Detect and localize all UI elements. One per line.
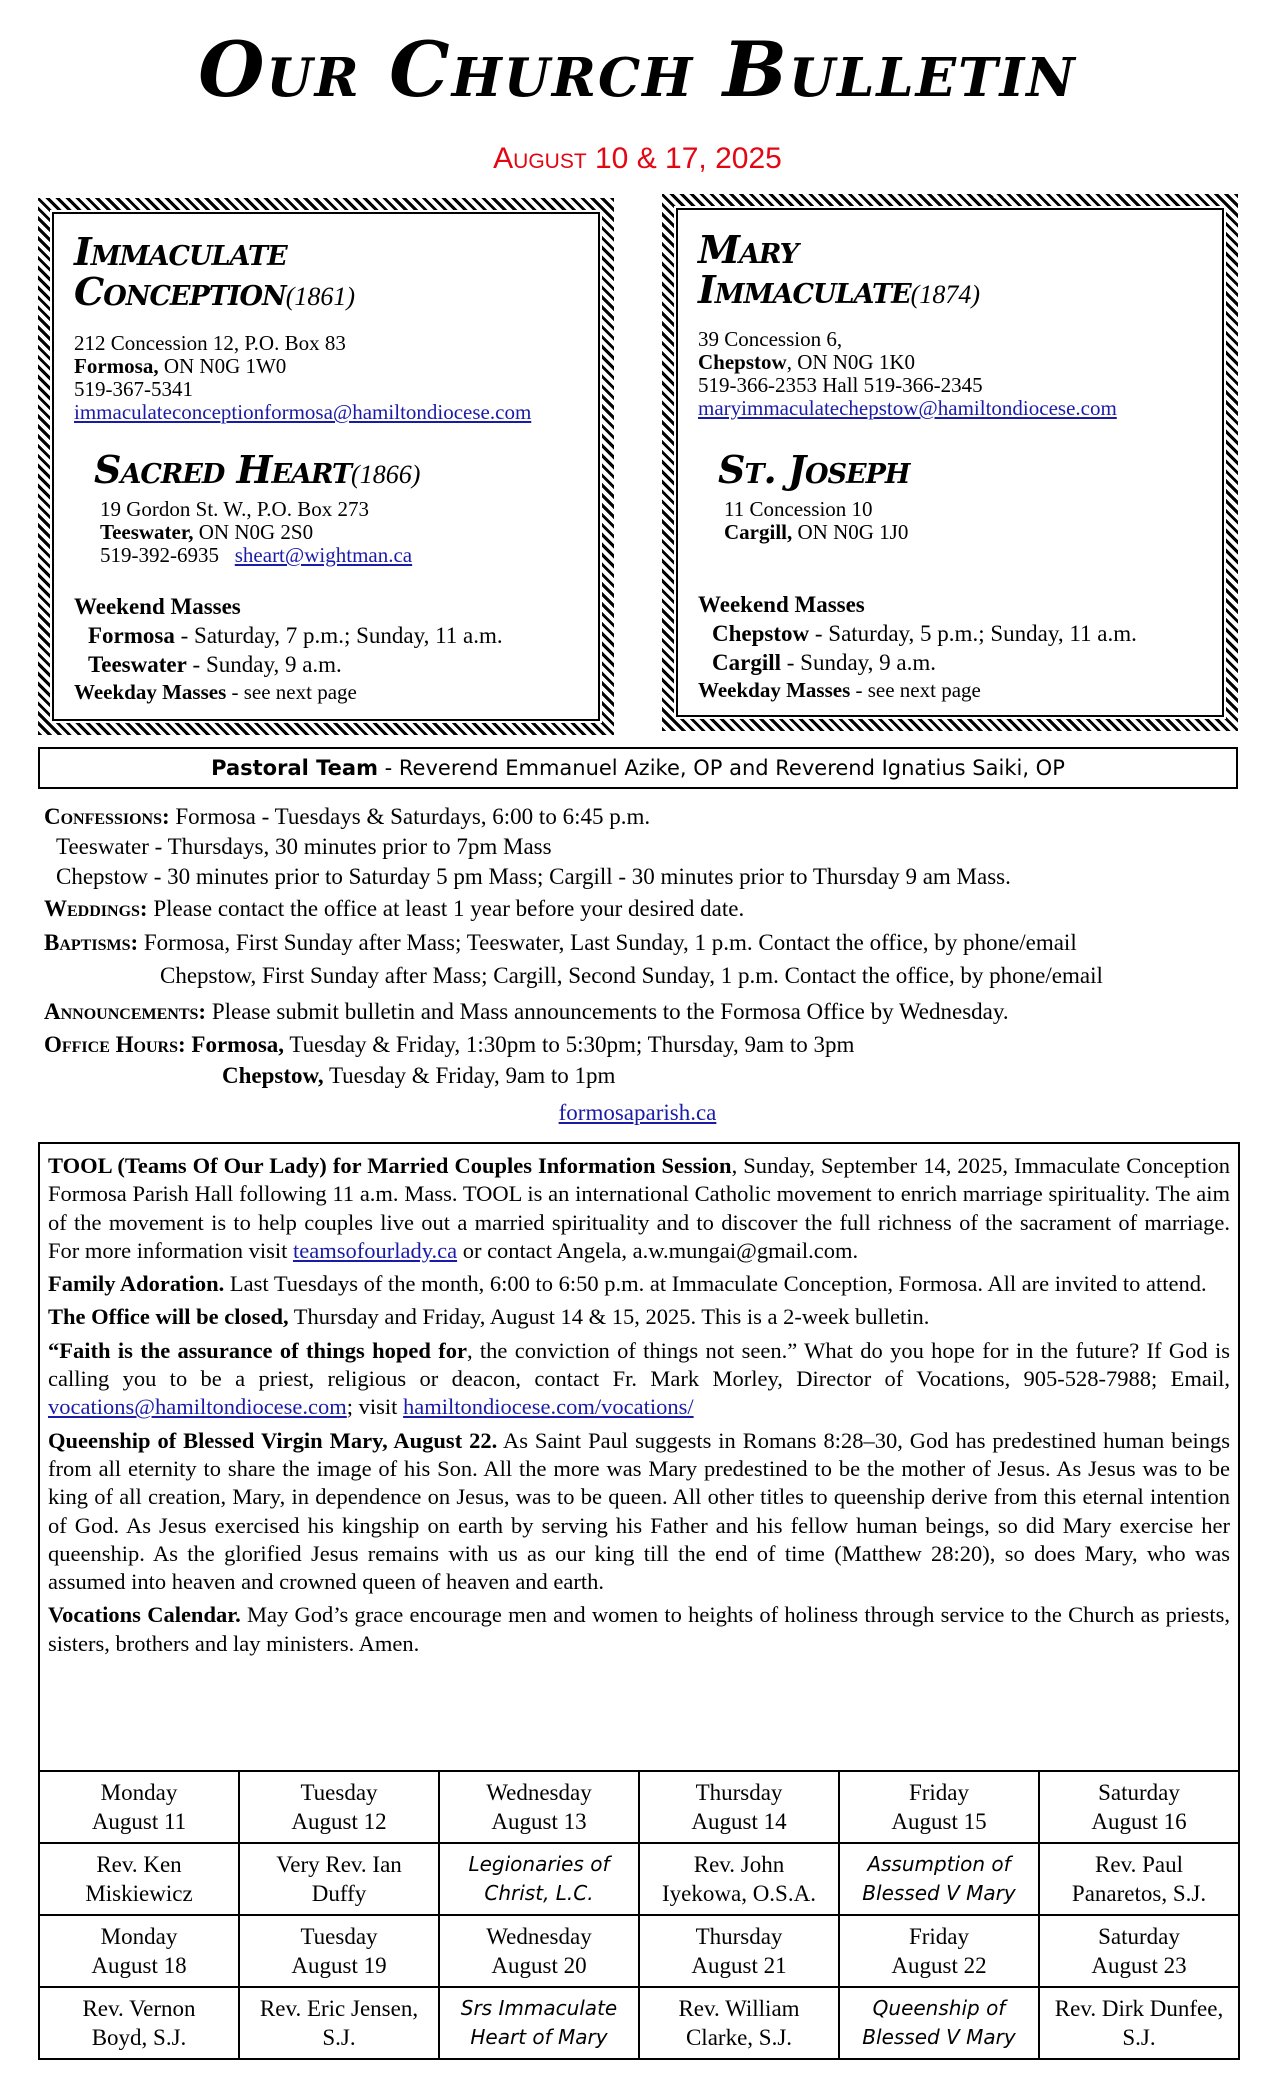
calendar-cell-line: Blessed V Mary: [862, 2025, 1016, 2049]
baptisms-line-2: Chepstow, First Sunday after Mass; Cargill, Second Sunday, 1 p.m. Contact the office, by phone/email: [160, 963, 1103, 988]
calendar-cell-line: August 16: [1091, 1809, 1187, 1834]
calendar-cell-line: August 20: [491, 1953, 587, 1978]
calendar-name-cell: [839, 1843, 1039, 1915]
parish-name-st-joseph: St. Joseph: [718, 447, 910, 492]
calendar-date-cell: [1039, 1771, 1239, 1843]
confessions-teeswater: Teeswater - Thursdays, 30 minutes prior to 7pm Mass: [56, 834, 552, 859]
calendar-cell-line: August 13: [491, 1809, 587, 1834]
calendar-name-cell: [639, 1987, 839, 2059]
parish-contact-cargill: 11 Concession 10 Cargill, ON N0G 1J0: [724, 497, 909, 544]
announcements-line: Announcements: Please submit bulletin and Mass announcements to the Formosa Office by Wednesday.: [44, 999, 1009, 1024]
calendar-name-cell: [439, 1987, 639, 2059]
calendar-cell-line: Rev. Eric Jensen,: [259, 1996, 419, 2021]
calendar-cell-line: Wednesday: [486, 1780, 592, 1805]
email-link-teeswater[interactable]: sheart@wightman.ca: [234, 543, 413, 567]
calendar-cell-line: Thursday: [695, 1780, 783, 1805]
calendar-name-cell: [39, 1987, 239, 2059]
tool-notice: TOOL (Teams Of Our Lady) for Married Couples Information Session, Sunday, September 14, 2025, Immaculate Conception Formosa Parish Hall following 11 a.m. Mass. TOOL is an international Catholic movement to enrich marriage spirituality. The aim of the movement is to help couples live out a married spirituality and to discover the full richness of the sacrament of marriage. For more information visit teamsofourlady.ca or contact Angela, a.w.mungai@gmail.com.: [48, 1153, 1230, 1263]
weekend-masses-right: Weekend Masses Chepstow - Saturday, 5 p.m.; Sunday, 11 a.m. Cargill - Sunday, 9 a.m. Weekday Masses - see next page: [698, 592, 1137, 702]
calendar-date-cell: [1039, 1915, 1239, 1987]
office-hours-line: Office Hours: Formosa, Tuesday & Friday, 1:30pm to 5:30pm; Thursday, 9am to 3pm: [44, 1032, 855, 1057]
calendar-name-cell: [1039, 1987, 1239, 2059]
calendar-cell-line: Panaretos, S.J.: [1071, 1881, 1207, 1906]
baptisms-line: Baptisms: Formosa, First Sunday after Mass; Teeswater, Last Sunday, 1 p.m. Contact the office, by phone/email: [44, 930, 1077, 955]
calendar-name-cell: [39, 1843, 239, 1915]
calendar-date-cell: [639, 1915, 839, 1987]
confessions-chepstow-cargill: Chepstow - 30 minutes prior to Saturday 5 pm Mass; Cargill - 30 minutes prior to Thursday 9 am Mass.: [56, 864, 1011, 889]
calendar-cell-line: August 23: [1091, 1953, 1187, 1978]
calendar-cell-line: Clarke, S.J.: [685, 2025, 793, 2050]
calendar-name-cell: [639, 1843, 839, 1915]
calendar-name-cell: [239, 1987, 439, 2059]
calendar-date-row: [39, 1915, 1239, 1987]
calendar-date-cell: [39, 1771, 239, 1843]
faith-notice: “Faith is the assurance of things hoped for, the conviction of things not seen.” What do you hope for in the future? If God is calling you to be a priest, religious or deacon, contact Fr. Mark Morley, Director of Vocations, 905-528-7988; Email, vocations@hamiltondiocese.com; visit hamiltondiocese.com/vocations/: [48, 1337, 1230, 1420]
calendar-date-row: [39, 1771, 1239, 1843]
calendar-cell-line: Tuesday: [300, 1924, 378, 1949]
calendar-cell-line: August 21: [691, 1953, 787, 1978]
calendar-cell-line: Assumption of: [867, 1852, 1011, 1876]
parish-name-sacred-heart: Sacred Heart(1866): [94, 447, 421, 492]
vocations-email-link[interactable]: vocations@hamiltondiocese.com: [48, 1394, 347, 1420]
calendar-cell-line: Saturday: [1098, 1924, 1180, 1949]
calendar-name-row: [39, 1987, 1239, 2059]
calendar-name-cell: [1039, 1843, 1239, 1915]
calendar-name-cell: [439, 1843, 639, 1915]
calendar-cell-line: Srs Immaculate: [460, 1996, 618, 2020]
calendar-cell-line: August 18: [91, 1953, 187, 1978]
calendar-cell-line: Wednesday: [486, 1924, 592, 1949]
calendar-cell-line: Miskiewicz: [85, 1881, 193, 1906]
calendar-date-cell: [439, 1915, 639, 1987]
parish-website-link[interactable]: formosaparish.ca: [558, 1100, 717, 1125]
calendar-cell-line: Rev. Dirk Dunfee,: [1054, 1996, 1224, 2021]
calendar-cell-line: Thursday: [695, 1924, 783, 1949]
office-hours-chepstow: Chepstow, Tuesday & Friday, 9am to 1pm: [222, 1063, 616, 1088]
calendar-cell-line: Legionaries of: [468, 1852, 610, 1876]
calendar-cell-line: Heart of Mary: [470, 2025, 608, 2049]
calendar-cell-line: Rev. Ken: [96, 1852, 182, 1877]
office-closed-notice: The Office will be closed, Thursday and Friday, August 14 & 15, 2025. This is a 2-week bulletin.: [48, 1304, 930, 1330]
parish-contact-chepstow: 39 Concession 6, Chepstow, ON N0G 1K0 519-366-2353 Hall 519-366-2345 maryimmaculatechepstow@hamiltondiocese.com: [698, 327, 1117, 420]
calendar-cell-line: Tuesday: [300, 1780, 378, 1805]
calendar-cell-line: August 11: [91, 1809, 187, 1834]
calendar-cell-line: Rev. Vernon: [82, 1996, 196, 2021]
calendar-date-cell: [839, 1915, 1039, 1987]
calendar-cell-line: Saturday: [1098, 1780, 1180, 1805]
calendar-cell-line: Friday: [908, 1780, 970, 1805]
calendar-cell-line: Rev. Paul: [1095, 1852, 1183, 1877]
calendar-cell-line: Boyd, S.J.: [91, 2025, 187, 2050]
calendar-cell-line: Christ, L.C.: [484, 1881, 594, 1905]
calendar-date-cell: [39, 1915, 239, 1987]
calendar-cell-line: August 19: [291, 1953, 387, 1978]
left-parish-box: [52, 212, 600, 721]
calendar-cell-line: August 14: [691, 1809, 787, 1834]
calendar-cell-line: August 22: [891, 1953, 987, 1978]
parish-name-immaculate-conception: Immaculate Conception(1861): [74, 229, 356, 314]
calendar-date-cell: [839, 1771, 1039, 1843]
calendar-cell-line: Very Rev. Ian: [276, 1852, 402, 1877]
parish-contact-teeswater: 19 Gordon St. W., P.O. Box 273 Teeswater, ON N0G 2S0 519-392-6935 sheart@wightman.ca: [100, 497, 413, 567]
calendar-name-row: [39, 1843, 1239, 1915]
calendar-cell-line: S.J.: [322, 2025, 356, 2050]
calendar-cell-line: Blessed V Mary: [862, 1881, 1016, 1905]
calendar-date-cell: [239, 1915, 439, 1987]
parish-name-mary-immaculate: Mary Immaculate(1874): [698, 227, 980, 312]
calendar-name-cell: [839, 1987, 1039, 2059]
calendar-cell-line: Monday: [100, 1924, 178, 1949]
calendar-cell-line: Duffy: [311, 1881, 367, 1906]
adoration-notice: Family Adoration. Last Tuesdays of the month, 6:00 to 6:50 p.m. at Immaculate Conception, Formosa. All are invited to attend.: [48, 1271, 1207, 1297]
news-box: [38, 1142, 1240, 1772]
calendar-cell-line: Friday: [908, 1924, 970, 1949]
pastoral-team-bar: Pastoral Team - Reverend Emmanuel Azike, OP and Reverend Ignatius Saiki, OP: [38, 747, 1238, 789]
calendar-date-cell: [439, 1771, 639, 1843]
vocations-website-link[interactable]: hamiltondiocese.com/vocations/: [403, 1394, 694, 1420]
calendar-cell-line: August 15: [891, 1809, 987, 1834]
calendar-date-cell: [239, 1771, 439, 1843]
bulletin-title: Our Church Bulletin: [198, 25, 1077, 114]
email-link-chepstow[interactable]: maryimmaculatechepstow@hamiltondiocese.com: [698, 396, 1117, 420]
weddings-line: Weddings: Please contact the office at least 1 year before your desired date.: [44, 896, 745, 921]
vocations-calendar-notice: Vocations Calendar. May God’s grace encourage men and women to heights of holiness through service to the Church as priests, sisters, brothers and lay ministers. Amen.: [48, 1602, 1230, 1656]
calendar-cell-line: S.J.: [1122, 2025, 1156, 2050]
calendar-cell-line: Iyekowa, O.S.A.: [662, 1881, 816, 1906]
calendar-cell-line: Rev. William: [678, 1996, 800, 2021]
bulletin-date: August 10 & 17, 2025: [493, 142, 782, 175]
weekend-masses-left: Weekend Masses Formosa - Saturday, 7 p.m.; Sunday, 11 a.m. Teeswater - Sunday, 9 a.m. Weekday Masses - see next page: [74, 594, 503, 704]
tool-website-link[interactable]: teamsofourlady.ca: [292, 1237, 458, 1263]
confessions-line: Confessions: Formosa - Tuesdays & Saturdays, 6:00 to 6:45 p.m.: [44, 804, 651, 829]
email-link-formosa[interactable]: immaculateconceptionformosa@hamiltondiocese.com: [74, 400, 532, 424]
vocations-calendar-table: [38, 1770, 1240, 2060]
calendar-cell-line: Queenship of: [872, 1996, 1006, 2020]
calendar-name-cell: [239, 1843, 439, 1915]
calendar-cell-line: Monday: [100, 1780, 178, 1805]
right-parish-box: [676, 208, 1224, 717]
calendar-cell-line: Rev. John: [693, 1852, 785, 1877]
calendar-date-cell: [639, 1771, 839, 1843]
queenship-notice: Queenship of Blessed Virgin Mary, August 22. As Saint Paul suggests in Romans 8:28–30, God has predestined human beings from all eternity to share the image of his Son. All the more was Mary predestined to be the mother of Jesus. As Jesus was to be king of all creation, Mary, in dependence on Jesus, was to be queen. All other titles to queenship derive from this eternal intention of God. As Jesus exercised his kingship on earth by serving his Father and his fellow human beings, so did Mary exercise her queenship. As the glorified Jesus remains with us as our king till the end of time (Matthew 28:20), so does Mary, who was assumed into heaven and crowned queen of heaven and earth.: [48, 1427, 1230, 1595]
calendar-cell-line: August 12: [291, 1809, 387, 1834]
parish-contact-formosa: 212 Concession 12, P.O. Box 83 Formosa, ON N0G 1W0 519-367-5341 immaculateconceptionformosa@hamiltondiocese.com: [74, 331, 532, 424]
